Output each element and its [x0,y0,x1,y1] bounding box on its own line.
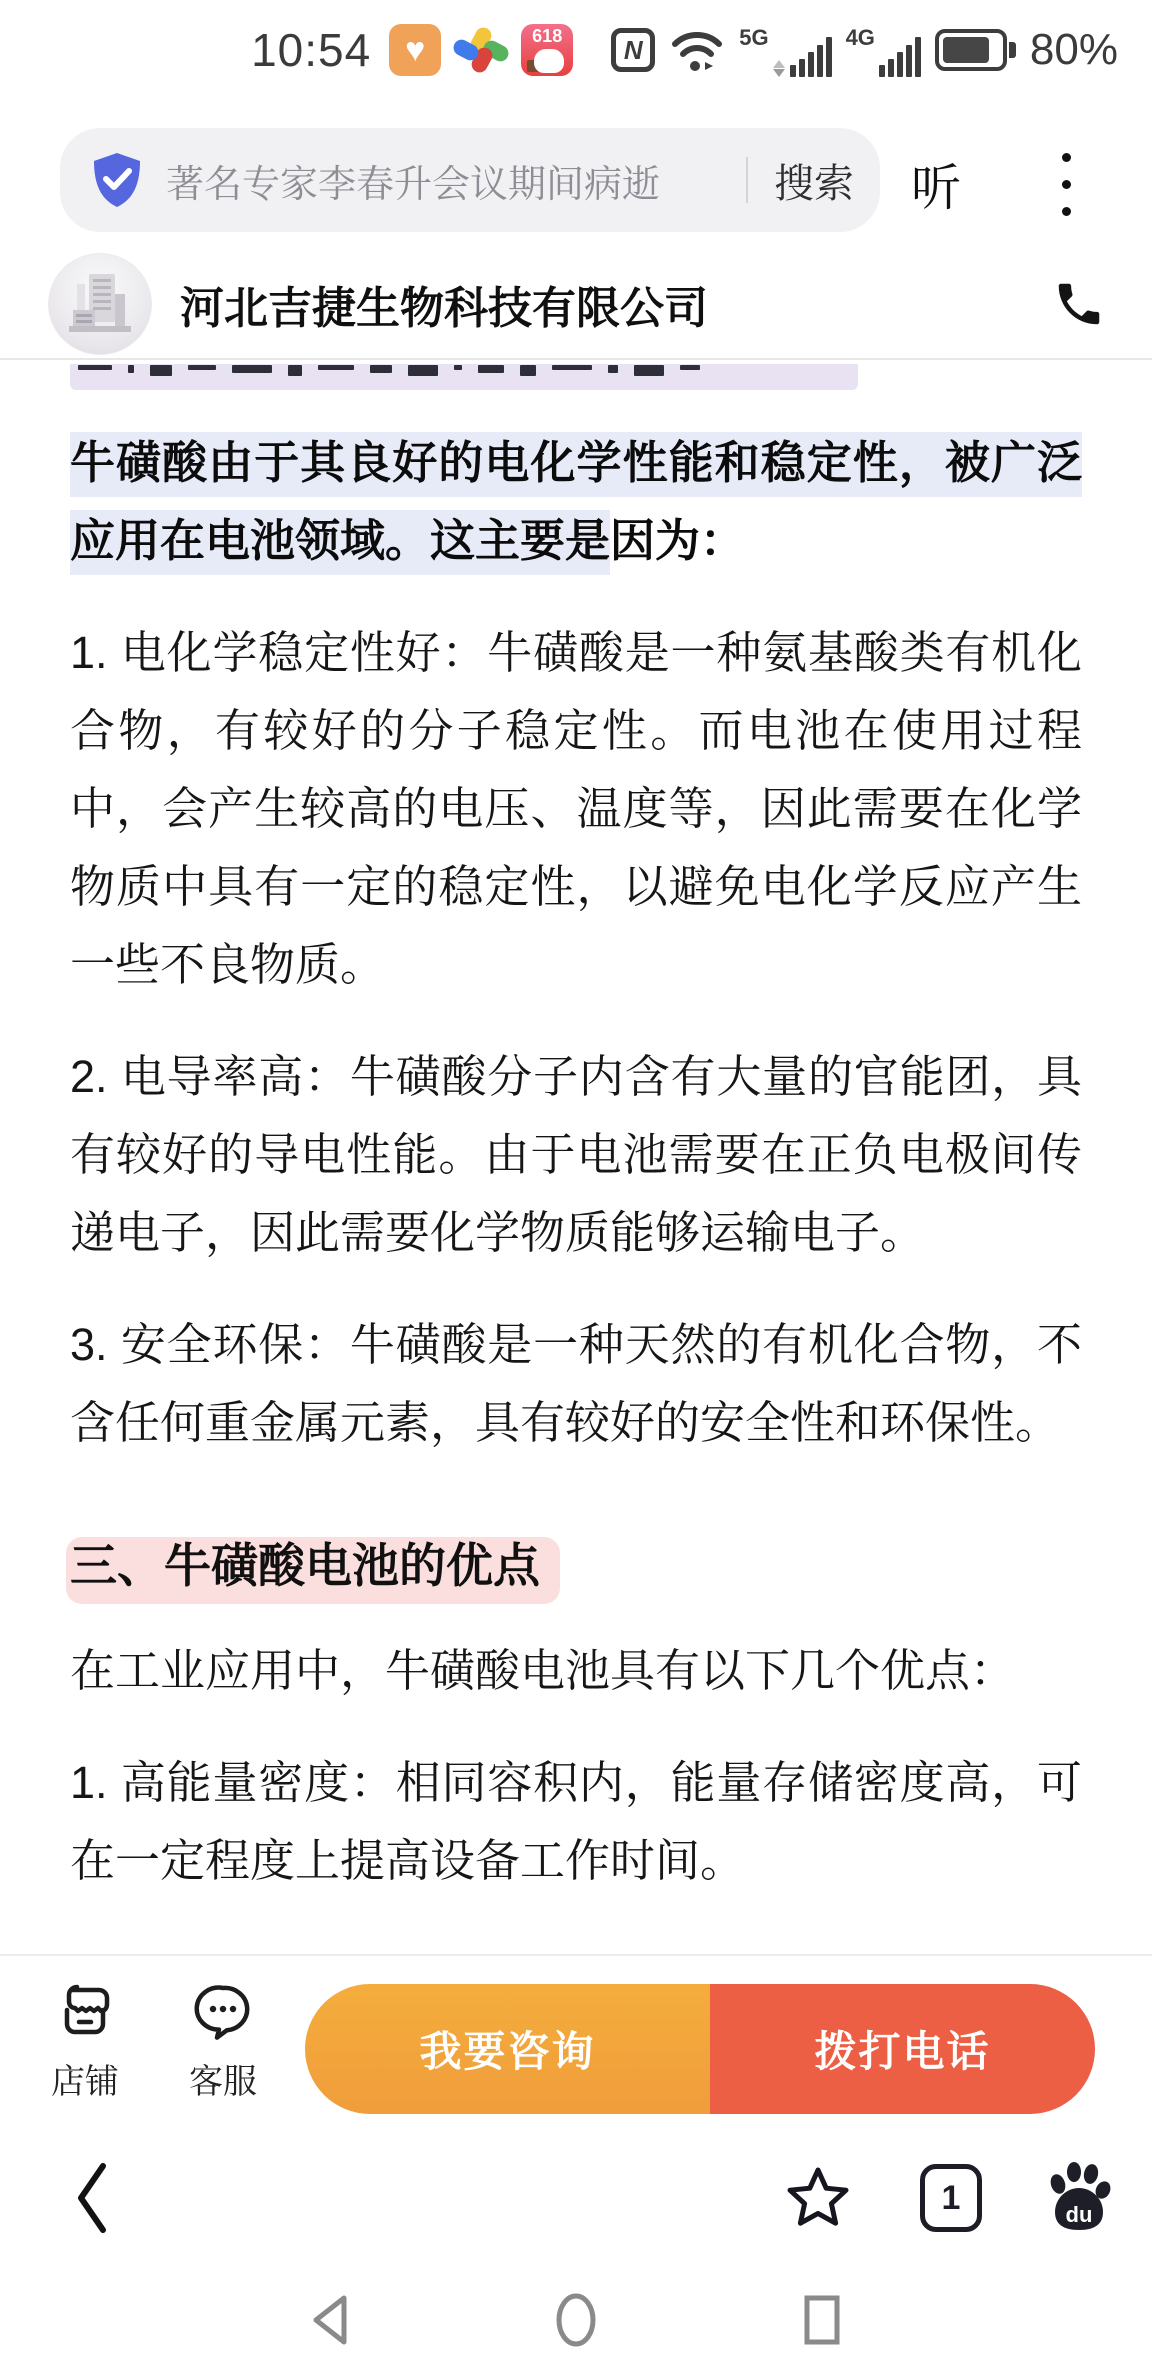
call-button[interactable] [710,1984,1095,2114]
phone-call-icon[interactable] [1044,269,1114,339]
shop-button[interactable] [30,1980,140,2103]
bottom-action-bar [0,1954,1152,2132]
company-avatar [48,253,152,355]
health-app-icon: ♥ [389,24,441,76]
storefront-icon [53,1980,117,2044]
call-label: 拨打电话 [814,2028,991,2075]
verified-shield-icon [90,151,144,209]
android-home-button[interactable] [551,2292,601,2348]
android-back-button[interactable] [305,2292,355,2348]
search-divider [746,157,748,203]
article-content [0,362,1152,1954]
signal-4g-icon: 4G [846,23,921,77]
listen-button[interactable]: 听 [911,160,961,216]
tab-count: 1 [941,2178,961,2217]
building-icon [65,268,135,340]
company-header [0,250,1152,360]
baidu-home-button[interactable] [1044,2158,1114,2236]
wifi-icon [669,24,725,76]
signal-5g-icon: 5G [739,23,831,77]
section-heading: 三、牛磺酸电池的优点 [70,1534,1082,1598]
customer-service-button[interactable] [168,1980,278,2103]
paragraph: 1. 高能量密度：相同容积内，能量存储密度高，可在一定程度上提高设备工作时间。 [70,1757,1082,1886]
shop-label: 店铺 [51,2063,119,2101]
status-bar [0,0,1152,100]
android-navigation-bar [0,2264,1152,2376]
cta-pill [305,1984,1095,2114]
app-gallery-icon [455,24,507,76]
android-recents-button[interactable] [797,2292,847,2348]
search-query-text: 著名专家李春升会议期间病逝 [166,163,661,206]
company-name: 河北吉捷生物科技有限公司 [180,284,708,333]
clipped-heading-highlight [70,364,858,390]
paragraph: 在工业应用中，牛磺酸电池具有以下几个优点： [70,1645,1016,1696]
clock: 10:54 [251,24,372,76]
service-label: 客服 [189,2063,257,2101]
paragraph: 2. 电导率高：牛磺酸分子内含有大量的官能团，具有较好的导电性能。由于电池需要在正负电极间传递电子，因此需要化学物质能够运输电子。 [70,1051,1082,1258]
consult-button[interactable] [305,1984,710,2114]
search-row [0,118,1152,248]
paragraph: 3. 安全环保：牛磺酸是一种天然的有机化合物，不含任何重金属元素，具有较好的安全性和环保性。 [70,1319,1082,1448]
search-button[interactable]: 搜索 [774,161,854,206]
back-button[interactable] [56,2158,126,2238]
battery-percent: 80% [1029,25,1118,74]
paragraph: 牛磺酸由于其良好的电化学性能和稳定性，被广泛应用在电池领域。这主要是因为： [70,424,1082,580]
chat-bubble-icon [191,1980,255,2044]
svg-text:du: du [1065,2202,1093,2227]
shopping-618-icon: 618 [521,24,573,76]
overflow-menu-button[interactable] [1036,148,1096,220]
nfc-icon: N [611,28,655,72]
battery-icon [935,29,1016,71]
browser-toolbar [0,2132,1152,2264]
search-bar[interactable] [60,128,880,232]
tab-count-button[interactable] [920,2164,982,2232]
consult-label: 我要咨询 [419,2028,596,2075]
favorite-star-button[interactable] [780,2162,856,2234]
paragraph: 1. 电化学稳定性好：牛磺酸是一种氨基酸类有机化合物，有较好的分子稳定性。而电池在使用过程中，会产生较高的电压、温度等，因此需要在化学物质中具有一定的稳定性，以避免电化学反应产生一些不良物质。 [70,627,1082,990]
